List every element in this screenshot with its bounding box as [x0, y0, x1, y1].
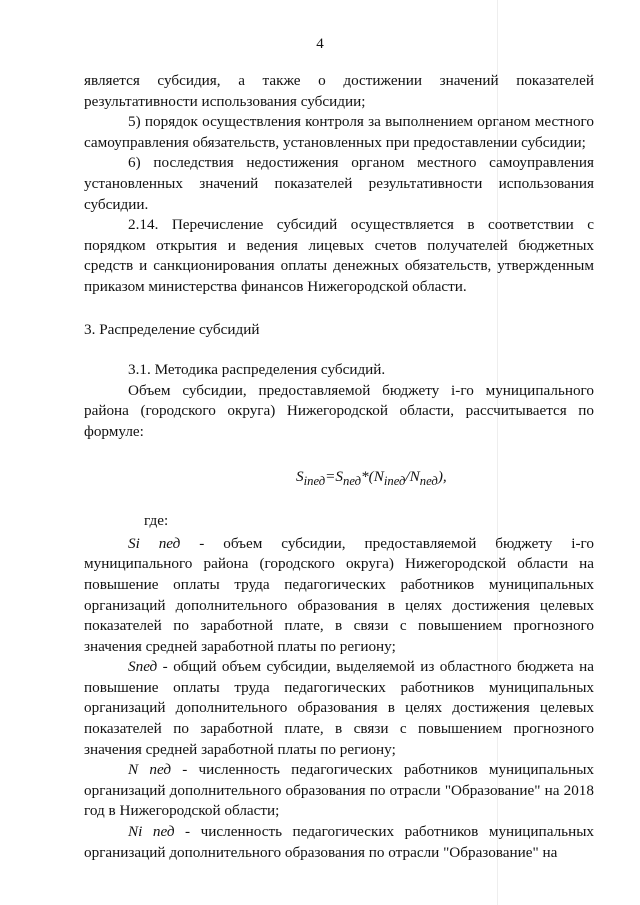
definition-symbol: Sпед	[128, 658, 158, 676]
definition-text: - численность педагогических работников муниципальных организаций дополнительного образования по отрасли "Образование" на	[84, 823, 594, 861]
formula-den-sub: пед	[419, 473, 438, 488]
paragraph-volume-formula: Объем субсидии, предоставляемой бюджету i-го муниципального района (городского округа) Нижегородской области, рассчитывается по формуле:	[84, 381, 594, 440]
paragraph-consequences: 6) последствия недостижения органом местного самоуправления установленных значений показателей результативности использования субсидии.	[84, 154, 594, 213]
paragraph-transfer: 2.14. Перечисление субсидий осуществляется в соответствии с порядком открытия и ведения лицевых счетов получателей бюджетных средств и санкционирования оплаты денежных обязательств, утвержденным приказом министерства финансов Нижегородской области.	[84, 216, 594, 295]
definition-symbol: N пед	[128, 761, 172, 779]
paragraph-control-procedure: 5) порядок осуществления контроля за выполнением органом местного самоуправления обязательств, установленных при предоставлении субсидии;	[84, 113, 594, 151]
formula-equals: =	[325, 467, 336, 485]
definition-symbol: Ni пед	[128, 823, 175, 841]
formula-lhs-sub: iпед	[303, 473, 326, 488]
method-title: 3.1. Методика распределения субсидий.	[128, 361, 386, 379]
formula-slash: /	[405, 467, 410, 485]
definition-text: - численность педагогических работников муниципальных организаций дополнительного образования по отрасли "Образование" на 2018 год в Нижегородской области;	[84, 761, 594, 820]
distribution-formula	[84, 467, 594, 492]
paragraph-subsidy-results: является субсидия, а также о достижении значений показателей результативности использования субсидии;	[84, 72, 594, 110]
definition-ni-ped	[84, 822, 594, 863]
definition-n-ped	[84, 760, 594, 822]
definition-symbol: Si пед	[128, 534, 181, 552]
definition-text: - объем субсидии, предоставляемой бюджету i-го муниципального района (городского округа) Нижегородской области на повышение оплаты труда педагогических работников муниципальных организаций дополнительного образования в целях достижения целевых показателей по заработной плате, в связи с повышением прогнозного значения средней заработной платы по региону;	[84, 534, 594, 655]
formula-close: ),	[437, 467, 447, 485]
formula-mult-open: *(	[361, 467, 374, 485]
formula-num-base: N	[373, 467, 384, 485]
formula-num-sub: iпед	[383, 473, 406, 488]
formula-den-base: N	[409, 467, 420, 485]
page-number: 4	[316, 36, 324, 52]
formula-rhs-base: S	[335, 467, 343, 485]
document-body	[84, 71, 594, 863]
section-heading: 3. Распределение субсидий	[84, 320, 260, 338]
formula-lhs-base: S	[296, 467, 304, 485]
where-label: где:	[144, 512, 169, 530]
definition-si-ped	[84, 534, 594, 658]
definition-text: - общий объем субсидии, выделяемой из областного бюджета на повышение оплаты труда педагогических работников муниципальных организаций дополнительного образования в целях достижения целевых показателей по заработной плате, в связи с повышением прогнозного значения средней заработной платы по региону;	[84, 658, 594, 758]
formula-rhs-sub: пед	[343, 473, 362, 488]
definition-s-ped	[84, 657, 594, 760]
